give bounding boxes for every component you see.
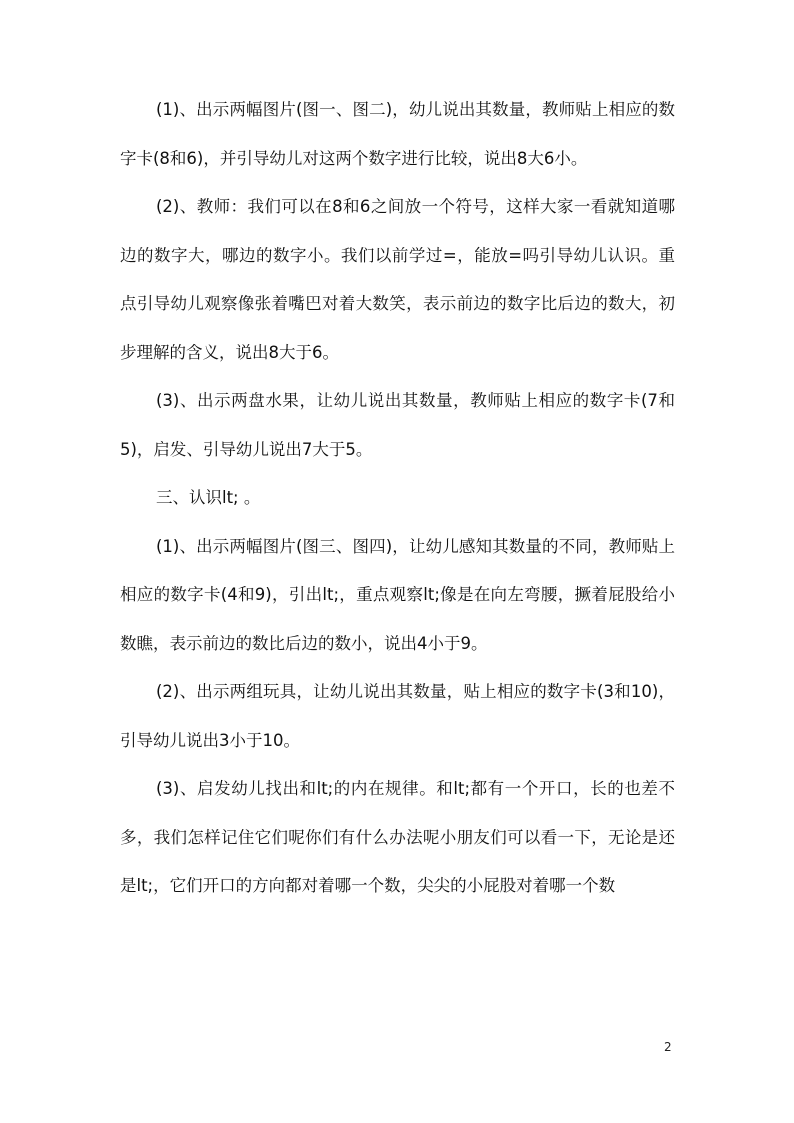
- body-text: [120, 86, 675, 911]
- paragraph-1: (1)、出示两幅图片(图一、图二)，幼儿说出其数量，教师贴上相应的数字卡(8和6)，并引导幼儿对这两个数字进行比较，说出8大6小。: [120, 100, 675, 168]
- paragraph-3: (3)、出示两盘水果，让幼儿说出其数量，教师贴上相应的数字卡(7和5)，启发、引导幼儿说出7大于5。: [120, 391, 675, 459]
- paragraph-4: (1)、出示两幅图片(图三、图四)，让幼儿感知其数量的不同，教师贴上相应的数字卡(4和9)，引出lt;，重点观察lt;像是在向左弯腰，撅着屁股给小数瞧，表示前边的数比后边的数小，说出4小于9。: [120, 536, 675, 653]
- paragraph-6: (3)、启发幼儿找出和lt;的内在规律。和lt;都有一个开口，长的也差不多，我们怎样记住它们呢你们有什么办法呢小朋友们可以看一下，无论是还是lt;，它们开口的方向都对着哪一个数，尖尖的小屁股对着哪一个数: [120, 779, 675, 895]
- section-heading: 三、认识lt; 。: [156, 488, 261, 507]
- paragraph-2: (2)、教师：我们可以在8和6之间放一个符号，这样大家一看就知道哪边的数字大，哪边的数字小。我们以前学过=，能放=吗引导幼儿认识。重点引导幼儿观察像张着嘴巴对着大数笑，表示前边的数字比后边的数大，初步理解的含义，说出8大于6。: [120, 197, 675, 362]
- page-number: 2: [664, 1040, 672, 1054]
- paragraph-5: (2)、出示两组玩具，让幼儿说出其数量，贴上相应的数字卡(3和10)，引导幼儿说出3小于10。: [120, 682, 675, 750]
